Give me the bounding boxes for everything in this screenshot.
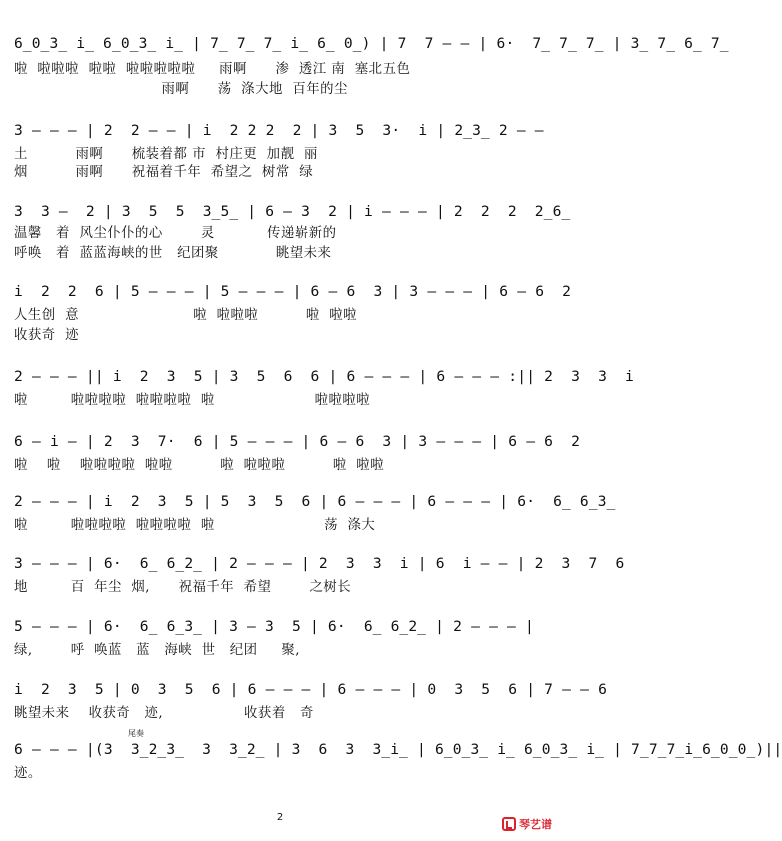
notation-line: 2 — — — || i 2 3 5 | 3 5 6 6 | 6 — — — | 6 — — — :|| 2 3 3 i xyxy=(14,368,635,385)
brand-logo-icon xyxy=(502,817,516,831)
notation-line: 3 — — — | 6· 6̲ 6̲2̲ | 2 — — — | 2 3 3 i | 6 i — — | 2 3 7 6 xyxy=(14,555,625,572)
lyric-line: 雨啊 荡 涤大地 百年的尘 xyxy=(14,82,348,97)
notation-line: 5 — — — | 6· 6̲ 6̲3̲ | 3 — 3 5 | 6· 6̲ 6̲2̲ | 2 — — — | xyxy=(14,618,534,635)
lyric-line: 地 百 年尘 烟, 祝福千年 希望 之树长 xyxy=(14,580,352,595)
lyric-line: 迹。 xyxy=(14,766,42,781)
notation-line: 6̲0̲3̲ i̲ 6̲0̲3̲ i̲ | 7̲ 7̲ 7̲ i̲ 6̲ 0̲) | 7 7 — — | 6· 7̲ 7̲ 7̲ | 3̲ 7̲ 6̲ 7̲ xyxy=(14,35,729,52)
page-number: 2 xyxy=(276,812,284,823)
notation-line: 3 — — — | 2 2 — — | i 2 2 2 2 | 3 5 3· i | 2̲3̲ 2 — — xyxy=(14,122,544,139)
lyric-line: 眺望未来 收获奇 迹, 收获着 奇 xyxy=(14,706,314,721)
lyric-line: 啦 啦啦啦 啦啦 啦啦啦啦啦 雨啊 渗 透江 南 塞北五色 xyxy=(14,62,411,77)
notation-line: i 2 3 5 | 0 3 5 6 | 6 — — — | 6 — — — | 0 3 5 6 | 7 — — 6 xyxy=(14,681,608,698)
lyric-line: 啦 啦啦啦啦 啦啦啦啦 啦 啦啦啦啦 xyxy=(14,393,371,408)
brand-watermark xyxy=(502,816,552,832)
notation-line: i 2 2 6 | 5 — — — | 5 — — — | 6 — 6 3 | 3 — — — | 6 — 6 2 xyxy=(14,283,572,300)
lyric-line: 收获奇 迹 xyxy=(14,328,80,343)
lyric-line: 烟 雨啊 祝福着千年 希望之 树常 绿 xyxy=(14,165,314,180)
lyric-line: 啦 啦 啦啦啦啦 啦啦 啦 啦啦啦 啦 啦啦 xyxy=(14,458,385,473)
notation-line: 3 3 — 2 | 3 5 5 3̲5̲ | 6 — 3 2 | i — — — | 2 2 2 2̲6̲ xyxy=(14,203,571,220)
notation-line: 6 — — — |(3 3̲2̲3̲ 3 3̲2̲ | 3 6 3 3̲i̲ | 6̲0̲3̲ i̲ 6̲0̲3̲ i̲ | 7̲7̲7̲i̲6̲0̲0̲)|| xyxy=(14,741,782,758)
lyric-line: 绿, 呼 唤蓝 蓝 海峡 世 纪团 聚, xyxy=(14,643,300,658)
lyric-line: 啦 啦啦啦啦 啦啦啦啦 啦 荡 涤大 xyxy=(14,518,376,533)
lyric-line: 人生创 意 啦 啦啦啦 啦 啦啦 xyxy=(14,308,358,323)
coda-label: 尾奏 xyxy=(128,729,144,738)
lyric-line: 呼唤 着 蓝蓝海峡的世 纪团聚 眺望未来 xyxy=(14,246,332,261)
lyric-line: 土 雨啊 梳装着都 市 村庄更 加靓 丽 xyxy=(14,147,318,162)
brand-name: 琴艺谱 xyxy=(519,818,552,831)
notation-line: 2 — — — | i 2 3 5 | 5 3 5 6 | 6 — — — | 6 — — — | 6· 6̲ 6̲3̲ xyxy=(14,493,616,510)
notation-line: 6 — i — | 2 3 7· 6 | 5 — — — | 6 — 6 3 | 3 — — — | 6 — 6 2 xyxy=(14,433,581,450)
lyric-line: 温馨 着 风尘仆仆的心 灵 传递崭新的 xyxy=(14,226,337,241)
